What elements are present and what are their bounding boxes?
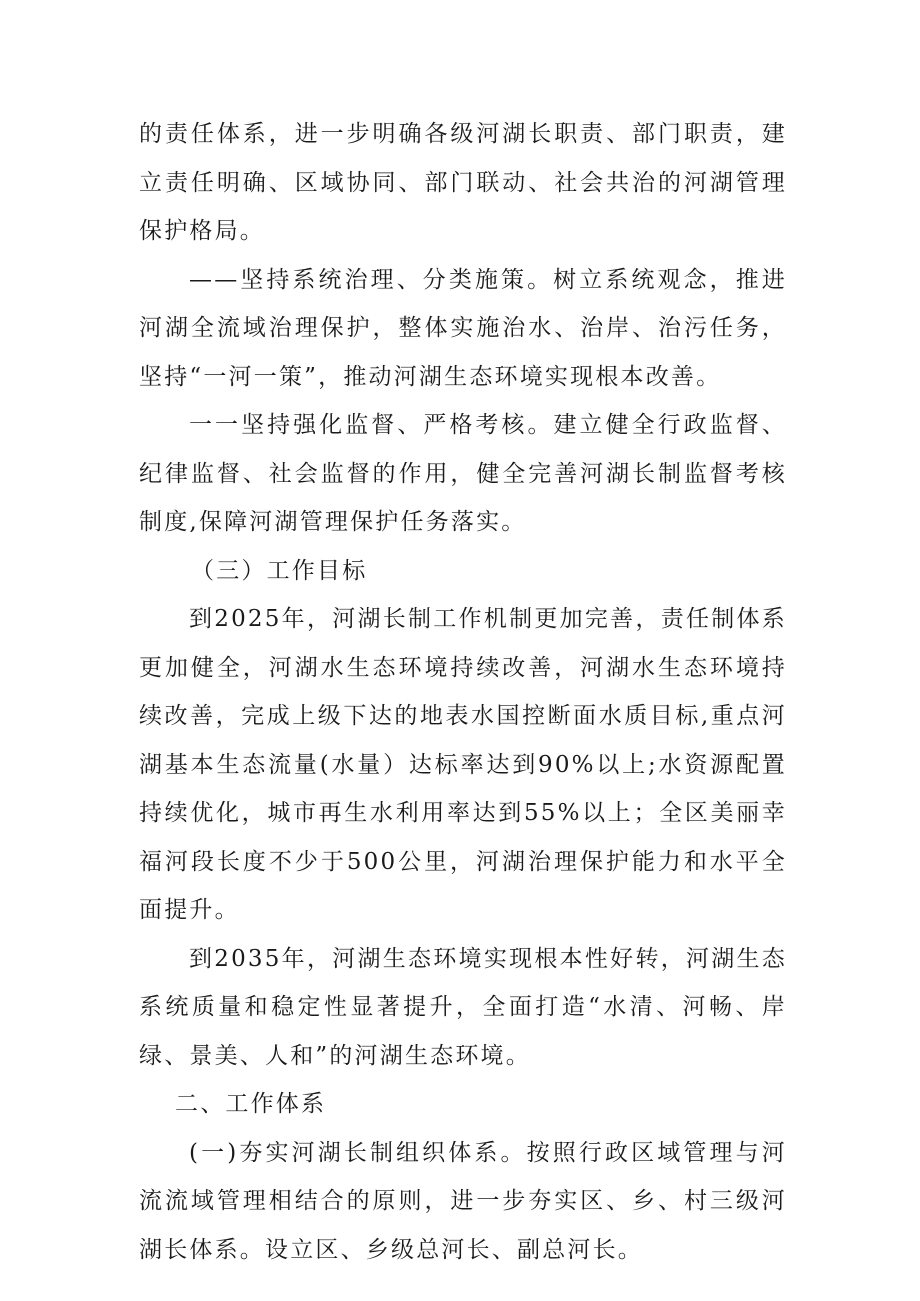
section-heading-work-goals: （三）工作目标 [191, 557, 368, 584]
section-heading-work-system: 二、工作体系 [175, 1091, 327, 1117]
paragraph-principle-supervision: 一一坚持强化监督、严格考核。建立健全行政监督、纪律监督、社会监督的作用，健全完善河湖长制监督考核制度,保障河湖管理保护任务落实。 [139, 412, 787, 535]
paragraph-goals-2035: 到2035年，河湖生态环境实现根本性好转，河湖生态系统质量和稳定性显著提升，全面打造“水清、河畅、岸绿、景美、人和”的河湖生态环境。 [139, 945, 787, 1069]
document-body [139, 110, 787, 1274]
paragraph-organization-system: (一)夯实河湖长制组织体系。按照行政区域管理与河流流域管理相结合的原则，进一步夯实区、乡、村三级河湖长体系。设立区、乡级总河长、副总河长。 [139, 1139, 787, 1263]
paragraph-continuation: 的责任体系，进一步明确各级河湖长职责、部门职责，建立责任明确、区域协同、部门联动、社会共治的河湖管理保护格局。 [139, 121, 787, 244]
paragraph-principle-system-governance: ——坚持系统治理、分类施策。树立系统观念，推进河湖全流域治理保护，整体实施治水、治岸、治污任务，坚持“一河一策”，推动河湖生态环境实现根本改善。 [139, 266, 787, 390]
paragraph-goals-2025: 到2025年，河湖长制工作机制更加完善，责任制体系更加健全，河湖水生态环境持续改善，河湖水生态环境持续改善，完成上级下达的地表水国控断面水质目标,重点河湖基本生态流量(水量）达标率达到90%以上;水资源配置持续优化，城市再生水利用率达到55%以上；全区美丽幸福河段长度不少于500公里，河湖治理保护能力和水平全面提升。 [139, 606, 787, 923]
